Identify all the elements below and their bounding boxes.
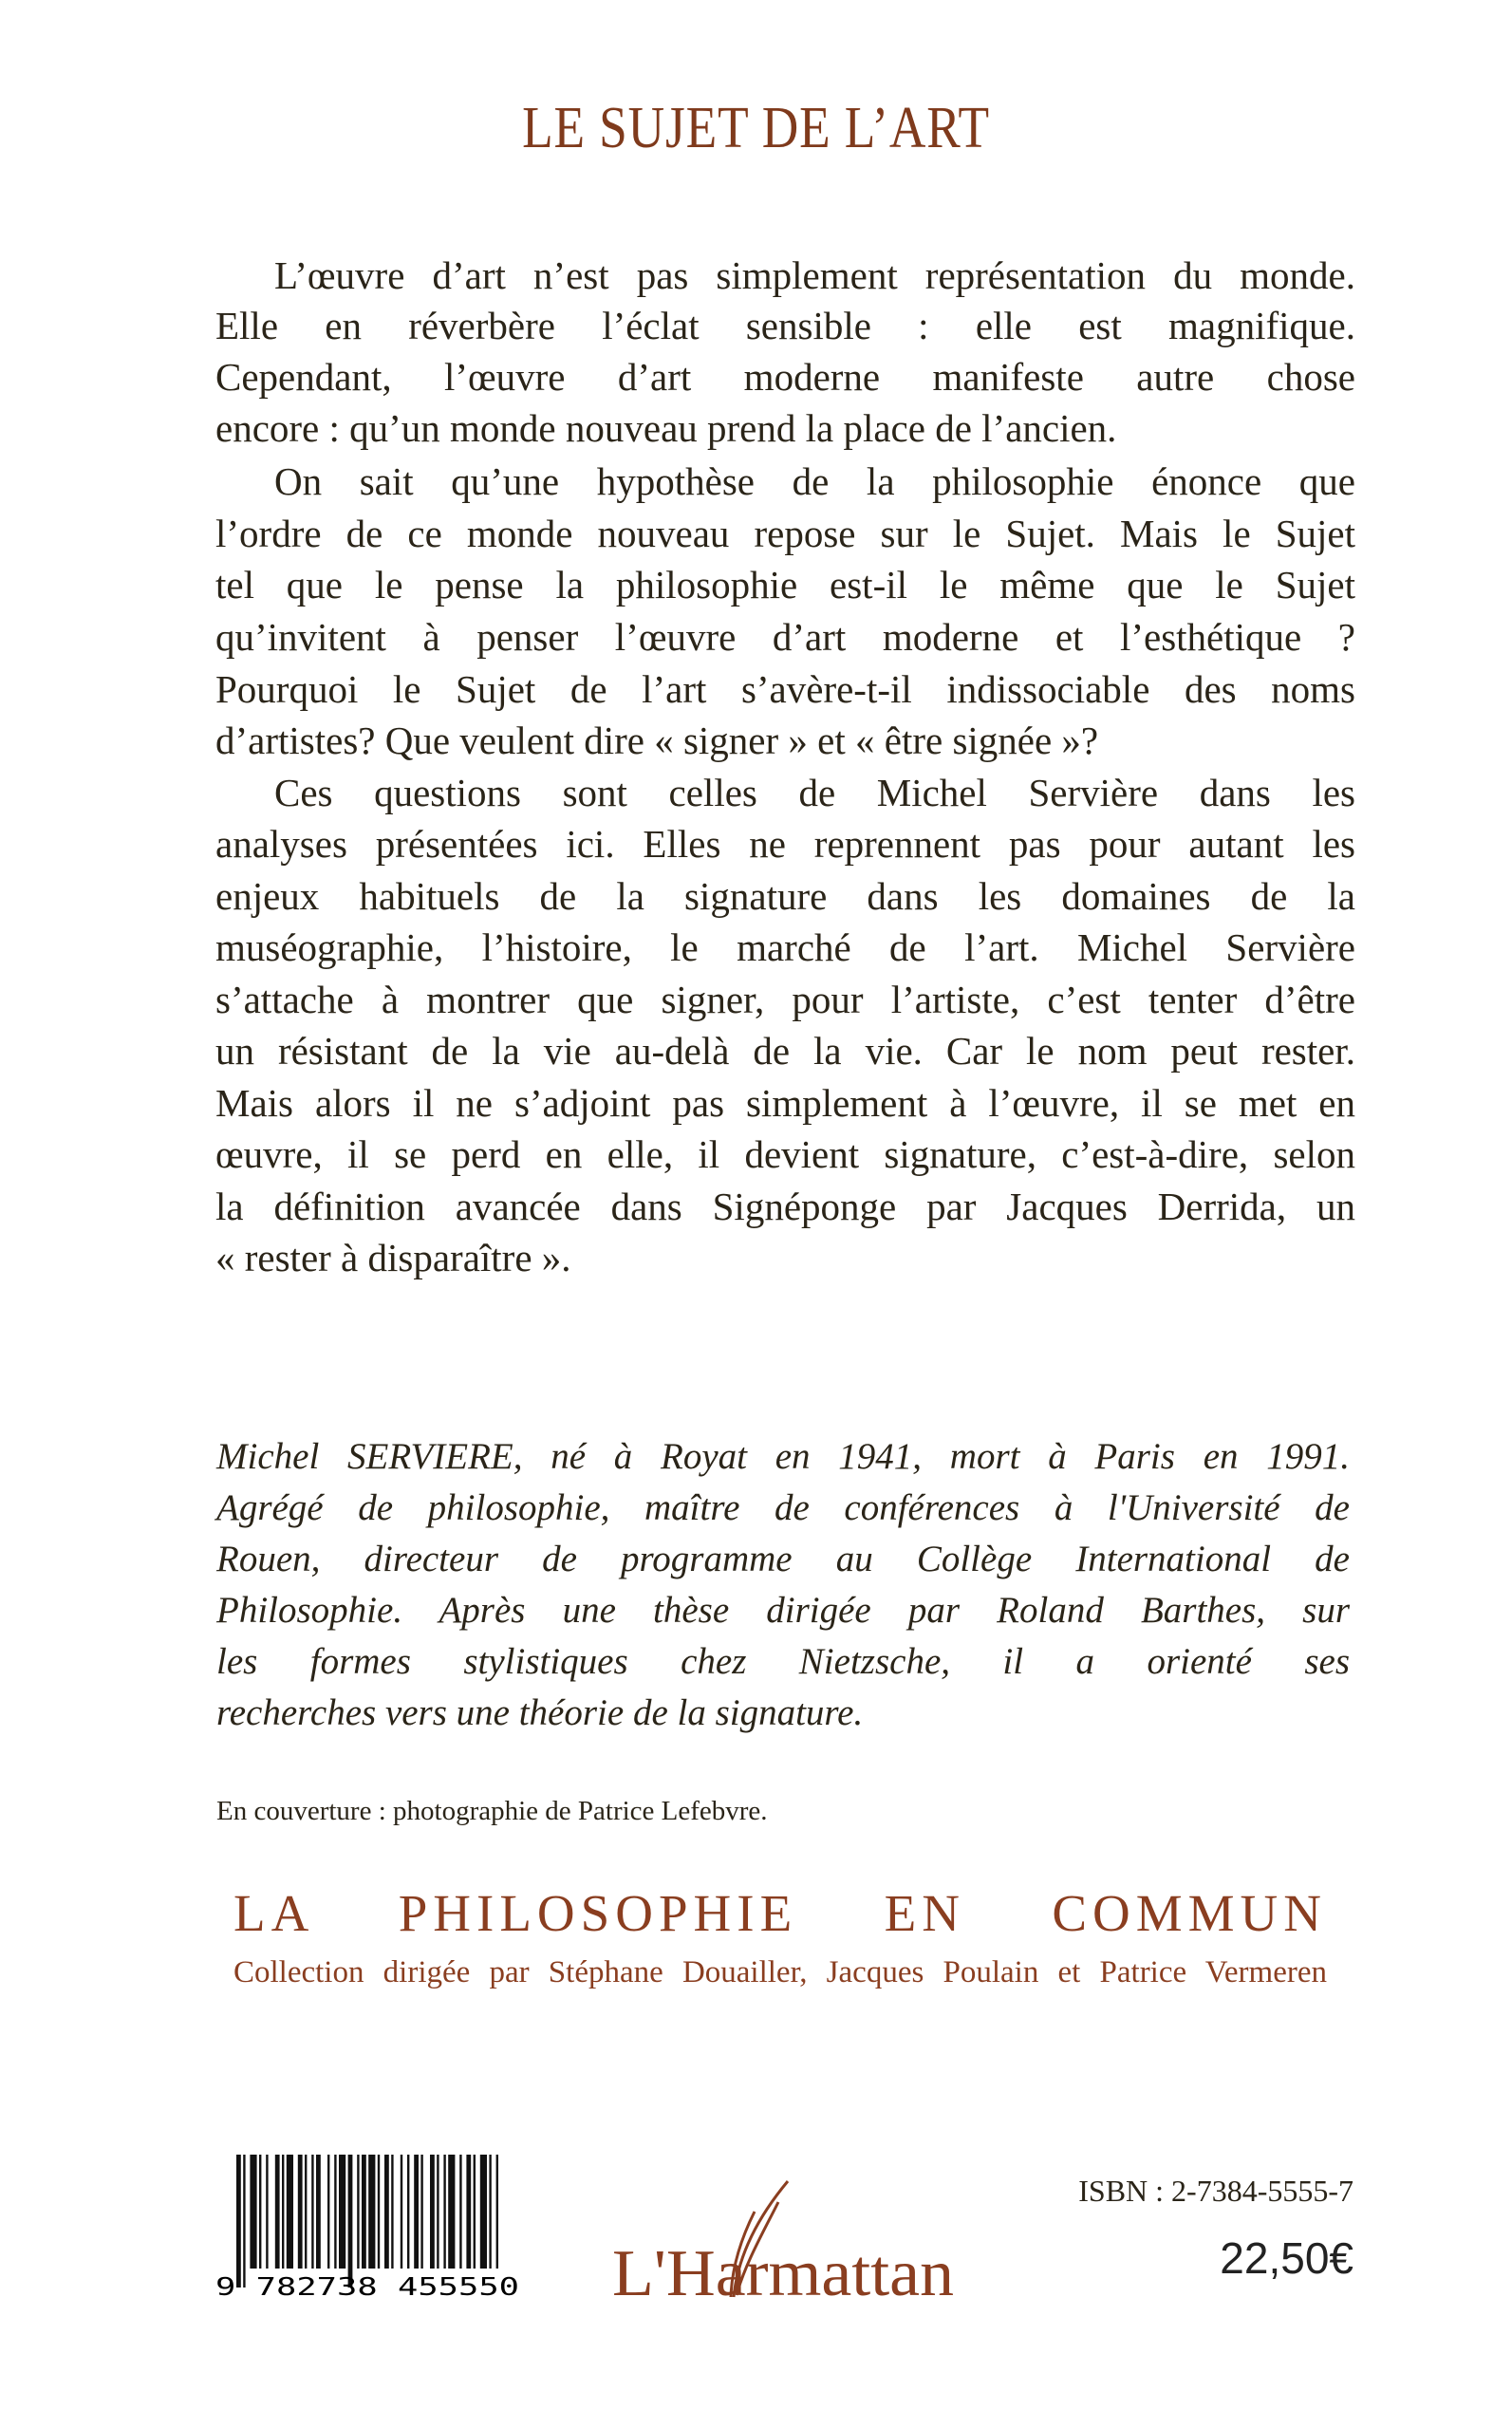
- barcode-bar: [275, 2155, 280, 2269]
- cover-credit: En couverture : photographie de Patrice Lefebvre.: [216, 1796, 768, 1826]
- book-title: LE SUJET DE L’ART: [522, 96, 990, 160]
- barcode-digits: 9 782738 455550: [215, 2273, 519, 2297]
- bio-line: recherches vers une théorie de la signature.: [216, 1692, 864, 1733]
- barcode-bar: [250, 2155, 256, 2269]
- isbn: ISBN : 2-7384-5555-7: [1078, 2174, 1353, 2208]
- barcode-bar: [287, 2155, 293, 2269]
- barcode-bar: [466, 2155, 471, 2269]
- text-line: la définition avancée dans Signéponge par Jacques Derrida, un: [215, 1185, 1355, 1228]
- bio-line: Michel SERVIERE, né à Royat en 1941, mort à Paris en 1991.: [216, 1436, 1350, 1477]
- text-line: l’ordre de ce monde nouveau repose sur le Sujet. Mais le Sujet: [215, 512, 1355, 555]
- barcode-bar: [266, 2155, 268, 2269]
- text-line: Pourquoi le Sujet de l’art s’avère-t-il indissociable des noms: [215, 667, 1355, 711]
- text-line: encore : qu’un monde nouveau prend la place de l’ancien.: [215, 406, 1117, 450]
- barcode-bar: [480, 2155, 487, 2269]
- text-line: œuvre, il se perd en elle, il devient signature, c’est-à-dire, selon: [215, 1132, 1355, 1176]
- collection-name: LA PHILOSOPHIE EN COMMUN: [233, 1884, 1327, 1942]
- text-line: analyses présentées ici. Elles ne reprennent pas pour autant les: [215, 822, 1355, 866]
- text-line: Cependant, l’œuvre d’art moderne manifeste autre chose: [215, 355, 1355, 399]
- barcode-bar: [407, 2155, 409, 2269]
- bio-line: les formes stylistiques chez Nietzsche, il a orienté ses: [216, 1641, 1350, 1682]
- barcode-bar: [420, 2155, 422, 2269]
- barcode-bar: [378, 2155, 380, 2269]
- barcode-bar: [368, 2155, 375, 2269]
- price: 22,50€: [1220, 2233, 1353, 2283]
- collection-directors: Collection dirigée par Stéphane Douailler, Jacques Poulain et Patrice Vermeren: [233, 1955, 1327, 1989]
- barcode-bar: [474, 2155, 476, 2269]
- barcode-bar: [282, 2155, 284, 2269]
- text-line: Elle en réverbère l’éclat sensible : elle est magnifique.: [215, 304, 1355, 347]
- barcode-bar: [305, 2155, 307, 2269]
- barcode-bar: [459, 2155, 461, 2269]
- publisher-logo: [612, 2174, 973, 2302]
- barcode-bar: [334, 2155, 336, 2269]
- barcode-bar: [443, 2155, 445, 2269]
- text-line: d’artistes? Que veulent dire « signer » et « être signée »?: [215, 719, 1099, 762]
- barcode-bar: [348, 2155, 353, 2288]
- text-line: On sait qu’une hypothèse de la philosophie énonce que: [274, 459, 1355, 503]
- barcode-bars: [236, 2155, 498, 2288]
- text-line: s’attache à montrer que signer, pour l’artiste, c’est tenter d’être: [215, 978, 1355, 1021]
- text-line: un résistant de la vie au-delà de la vie. Car le nom peut rester.: [215, 1029, 1355, 1073]
- bio-line: Rouen, directeur de programme au Collège International de: [216, 1539, 1350, 1579]
- barcode-bar: [489, 2155, 491, 2269]
- barcode-bar: [401, 2155, 402, 2269]
- barcode: [215, 2155, 519, 2297]
- barcode-bar: [414, 2155, 419, 2269]
- text-line: enjeux habituels de la signature dans les domaines de la: [215, 874, 1355, 918]
- publisher-name: L'Harmattan: [612, 2237, 954, 2302]
- barcode-bar: [298, 2155, 303, 2269]
- bio-line: Agrégé de philosophie, maître de conférences à l'Université de: [216, 1487, 1350, 1528]
- text-line: Ces questions sont celles de Michel Servière dans les: [274, 771, 1355, 814]
- barcode-bar: [496, 2155, 498, 2269]
- barcode-bar: [448, 2155, 455, 2269]
- barcode-bar: [362, 2155, 366, 2269]
- bio-line: Philosophie. Après une thèse dirigée par Roland Barthes, sur: [216, 1590, 1350, 1631]
- text-line: Mais alors il ne s’adjoint pas simplement à l’œuvre, il se met en: [215, 1081, 1355, 1125]
- barcode-bar: [311, 2155, 313, 2269]
- barcode-bar: [327, 2155, 329, 2269]
- text-line: « rester à disparaître ».: [215, 1236, 571, 1279]
- barcode-bar: [384, 2155, 389, 2269]
- barcode-bar: [391, 2155, 393, 2269]
- barcode-bar: [236, 2155, 241, 2288]
- barcode-bar: [430, 2155, 435, 2269]
- barcode-bar: [259, 2155, 261, 2269]
- text-line: muséographie, l’histoire, le marché de l’art. Michel Servière: [215, 925, 1355, 969]
- barcode-bar: [357, 2155, 359, 2269]
- barcode-bar: [339, 2155, 345, 2269]
- barcode-bar: [316, 2155, 321, 2269]
- barcode-bar: [243, 2155, 245, 2288]
- text-line: qu’invitent à penser l’œuvre d’art moderne et l’esthétique ?: [215, 615, 1355, 659]
- barcode-bar: [437, 2155, 439, 2269]
- text-line: L’œuvre d’art n’est pas simplement représentation du monde.: [274, 253, 1355, 297]
- text-line: tel que le pense la philosophie est-il le même que le Sujet: [215, 563, 1355, 607]
